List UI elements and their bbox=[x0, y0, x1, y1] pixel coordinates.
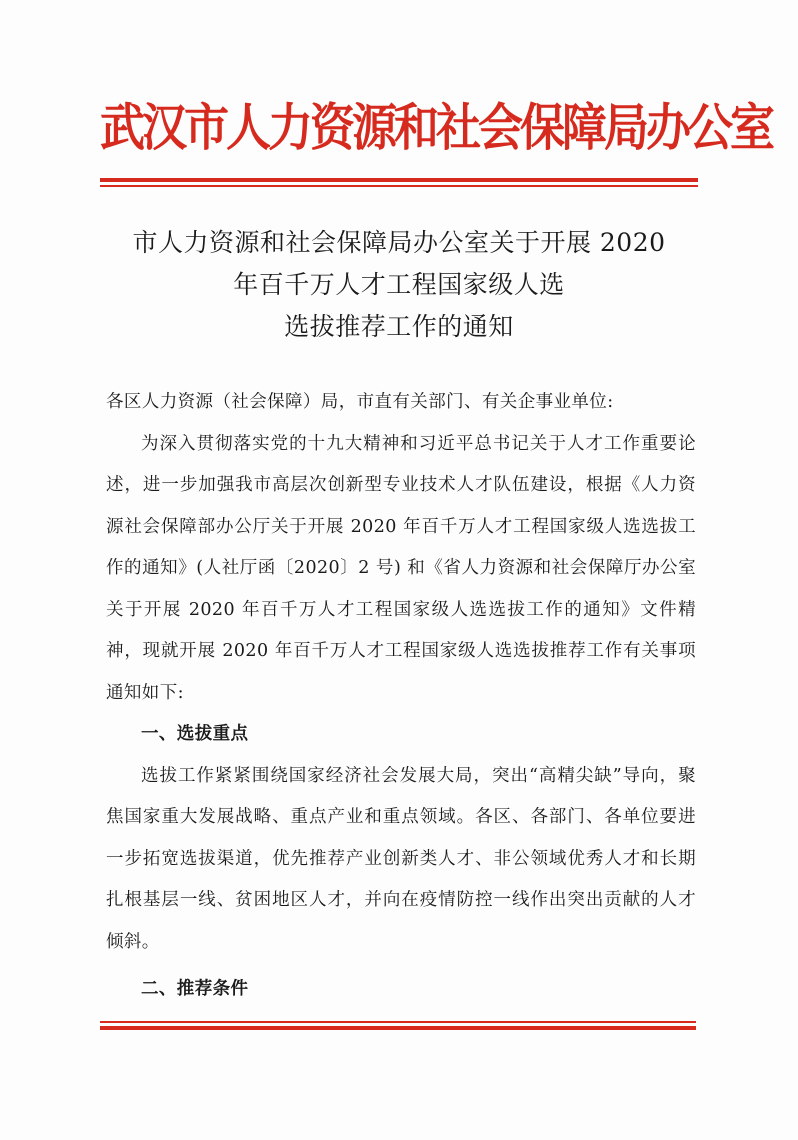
document-body bbox=[106, 382, 696, 1011]
section-heading-1: 一、选拔重点 bbox=[141, 724, 249, 744]
letterhead-rule-thin bbox=[100, 185, 698, 187]
intro-paragraph: 为深入贯彻落实党的十九大精神和习近平总书记关于人才工作重要论述，进一步加强我市高层次创新型专业技术人才队伍建设，根据《人力资源社会保障部办公厅关于开展 2020 年百千万人才工程国家级人选选拔工作的通知》(人社厅函〔2020〕2 号) 和《省人力资源和社会保障厅办公室关于开展 2020 年百千万人才工程国家级人选选拔工作的通知》文件精神，现就开展 2020 年百千万人才工程国家级人选选拔推荐工作有关事项通知如下: bbox=[106, 433, 696, 703]
section-heading-2: 二、推荐条件 bbox=[141, 979, 249, 999]
document-title-line-1: 市人力资源和社会保障局办公室关于开展 2020 bbox=[132, 228, 666, 257]
section-paragraph-1: 选拔工作紧紧围绕国家经济社会发展大局，突出“高精尖缺”导向，聚焦国家重大发展战略、重点产业和重点领域。各区、各部门、各单位要进一步拓宽选拔渠道，优先推荐产业创新类人才、非公领域优秀人才和长期扎根基层一线、贫困地区人才，并向在疫情防控一线作出突出贡献的人才倾斜。 bbox=[106, 765, 696, 952]
footer-rule-thin bbox=[100, 1021, 696, 1023]
letterhead-rule-thick bbox=[100, 178, 698, 182]
document-title-line-3: 选拔推荐工作的通知 bbox=[284, 312, 514, 341]
footer-rule-thick bbox=[100, 1026, 696, 1030]
letterhead-org-name: 武汉市人力资源和社会保障局办公室 bbox=[100, 97, 773, 158]
document-title-line-2: 年百千万人才工程国家级人选 bbox=[233, 270, 565, 299]
salutation: 各区人力资源（社会保障）局，市直有关部门、有关企事业单位: bbox=[106, 392, 614, 412]
document-title bbox=[100, 222, 698, 348]
